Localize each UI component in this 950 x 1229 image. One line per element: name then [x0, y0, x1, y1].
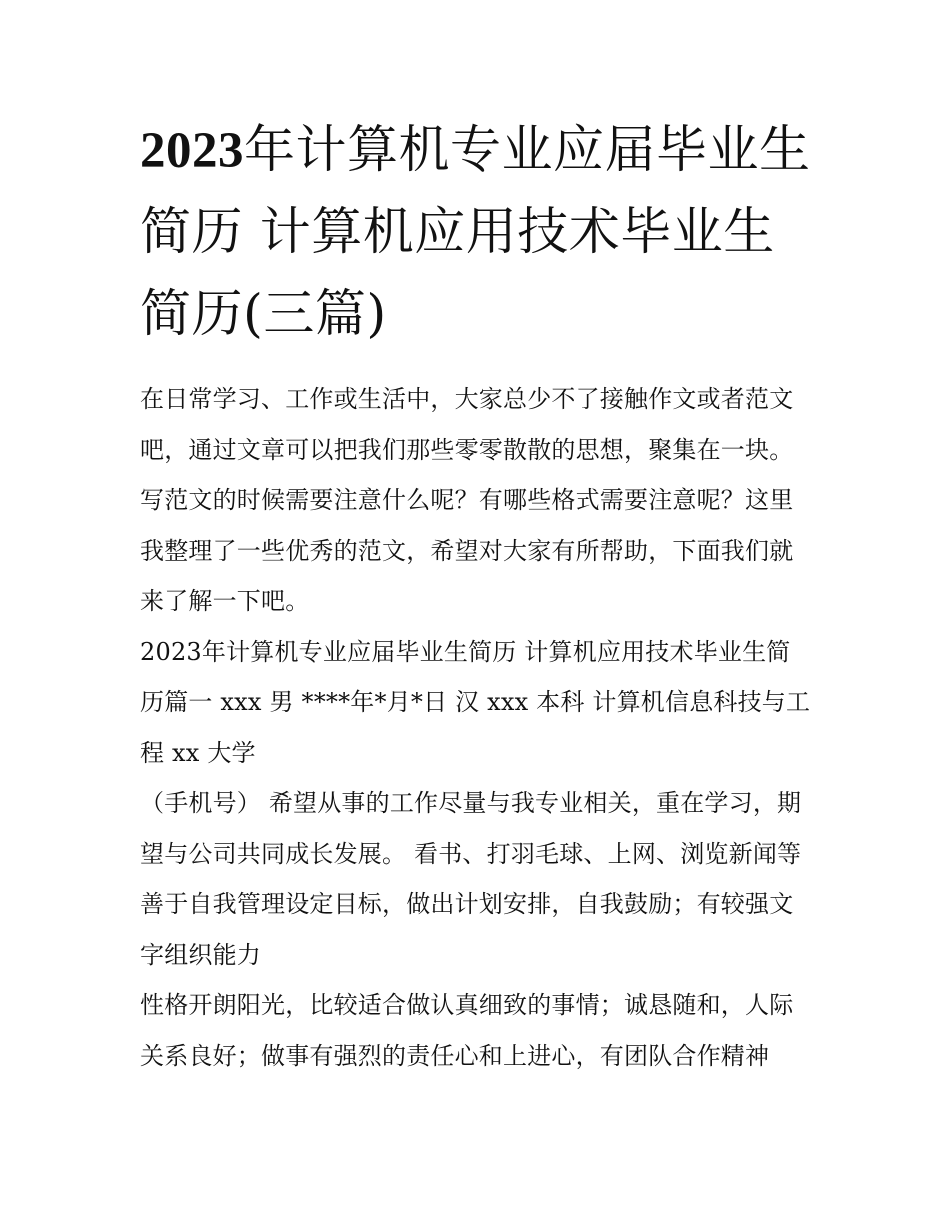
title-text: 年计算机专业应届毕业生简历 计算机应用技术毕业生简历(三篇) — [140, 121, 811, 344]
title-year: 2023 — [140, 123, 244, 179]
career-objective-paragraph: （手机号） 希望从事的工作尽量与我专业相关，重在学习，期望与公司共同成长发展。 看书、打羽毛球、上网、浏览新闻等 — [140, 789, 802, 868]
document-title — [140, 110, 812, 356]
personality-paragraph: 性格开朗阳光，比较适合做认真细致的事情；诚恳随和，人际关系良好；做事有强烈的责任心和上进心，有团队合作精神 — [140, 991, 794, 1070]
resume-header-paragraph: 2023年计算机专业应届毕业生简历 计算机应用技术毕业生简历篇一 xxx 男 ****年*月*日 汉 xxx 本科 计算机信息科技与工程 xx 大学 — [140, 637, 811, 767]
document-page — [140, 110, 812, 1081]
intro-paragraph: 在日常学习、工作或生活中，大家总少不了接触作文或者范文吧，通过文章可以把我们那些零零散散的思想，聚集在一块。写范文的时候需要注意什么呢？有哪些格式需要注意呢？这里我整理了一些优秀的范文，希望对大家有所帮助，下面我们就来了解一下吧。 — [140, 385, 794, 615]
document-body — [140, 374, 812, 1081]
self-management-paragraph: 善于自我管理设定目标，做出计划安排，自我鼓励；有较强文字组织能力 — [140, 890, 794, 969]
